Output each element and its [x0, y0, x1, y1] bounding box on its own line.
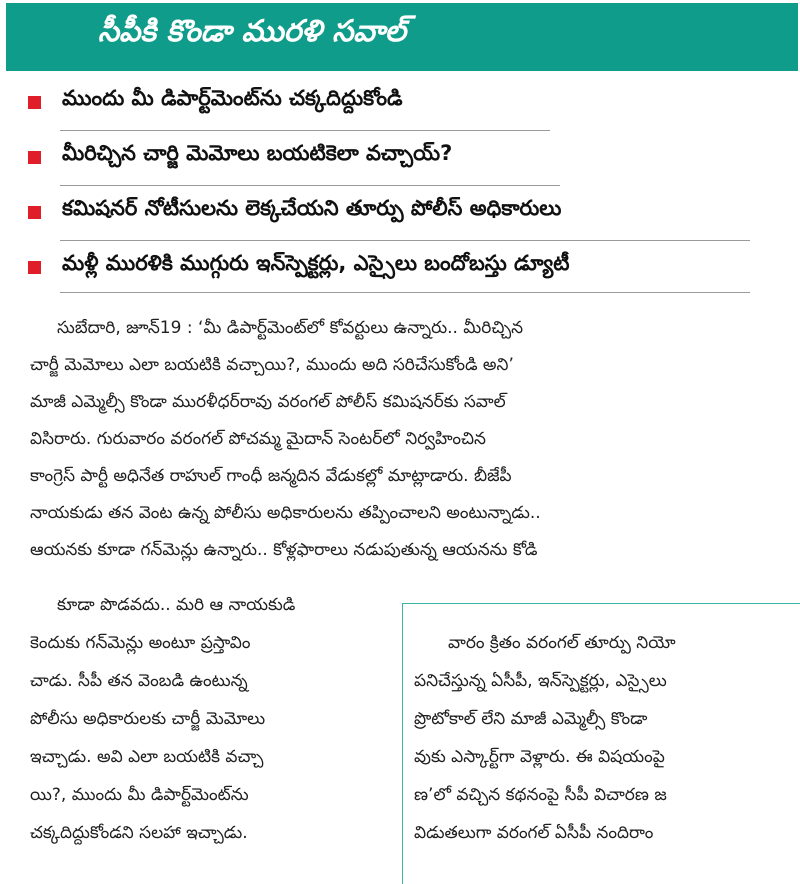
body-line: ఇచ్చాడు. అవి ఎలా బయటికి వచ్చా — [30, 747, 264, 767]
headline-title: సీపీకి కొండా మురళి సవాల్ — [98, 14, 407, 49]
body-line: కెందుకు గన్‌మెన్లు అంటూ ప్రస్తావిం — [30, 633, 251, 653]
sidebar-line: ణ’లో వచ్చిన కథనంపై సీపీ విచారణ జ — [414, 785, 667, 805]
body-line: పోలీసు అధికారులకు చార్జీ మెమోలు — [30, 709, 266, 729]
subheadline-text: మీరిచ్చిన చార్జి మెమోలు బయటికెలా వచ్చాయ్? — [62, 141, 453, 165]
body-line: యి?, ముందు మీ డిపార్ట్‌మెంట్‌ను — [30, 785, 249, 805]
body-line: సుబేదారి, జూన్19 : ‘మీ డిపార్ట్‌మెంట్‌లో కోవర్టులు ఉన్నారు.. మీరిచ్చిన — [57, 318, 524, 338]
bullet-square-icon — [28, 206, 41, 219]
subheadline-text: ముందు మీ డిపార్ట్‌మెంట్‌ను చక్కదిద్దుకోండి — [62, 86, 403, 110]
subheadline-item — [0, 82, 800, 122]
body-line: మాజీ ఎమ్మెల్సీ కొండా మురళీధర్‌రావు వరంగల్ పోలీస్ కమిషనర్‌కు సవాల్ — [30, 392, 506, 412]
body-line: నాయకుడు తన వెంట ఉన్న పోలీసు అధికారులను తప్పించాలని అంటున్నాడు.. — [30, 503, 541, 523]
subheadline-item — [0, 192, 800, 232]
sidebar-line: వారం క్రితం వరంగల్ తూర్పు నియో — [448, 633, 676, 653]
subheadline-text: కమిషనర్ నోటీసులను లెక్కచేయని తూర్పు పోలీస్ అధికారులు — [62, 196, 562, 220]
bullet-square-icon — [28, 151, 41, 164]
body-line: ఆయనకు కూడా గన్‌మెన్లు ఉన్నారు.. కోళ్లఫారాలు నడుపుతున్న ఆయనను కోడి — [30, 540, 538, 560]
body-line: కాంగ్రెస్ పార్టీ అధినేత రాహుల్ గాంధీ జన్మదిన వేడుకల్లో మాట్లాడారు. బీజేపీ — [30, 466, 512, 486]
divider — [60, 185, 560, 186]
sidebar-line: పనిచేస్తున్న ఏసీపీ, ఇన్‌స్పెక్టర్లు, ఎస్సైలు — [414, 671, 667, 691]
divider — [60, 240, 750, 241]
body-line: కూడా పొడవదు.. మరి ఆ నాయకుడి — [57, 595, 296, 615]
body-line: చార్జీ మెమోలు ఎలా బయటికి వచ్చాయి?, ముందు అది సరిచేసుకోండి అని’ — [30, 355, 514, 375]
subheadline-text: మళ్లీ మురళికి ముగ్గురు ఇన్‌స్పెక్టర్లు, ఎస్సైలు బందోబస్తు డ్యూటీ — [62, 251, 570, 275]
divider — [60, 130, 550, 131]
body-line: విసిరారు. గురువారం వరంగల్ పోచమ్మ మైదాన్ సెంటర్‌లో నిర్వహించిన — [30, 429, 486, 449]
bullet-square-icon — [28, 261, 41, 274]
subheadline-item — [0, 137, 800, 177]
subheadline-item — [0, 247, 800, 287]
body-line: చాడు. సీపీ తన వెంబడి ఉంటున్న — [30, 671, 248, 691]
divider — [60, 292, 750, 293]
sidebar-line: ప్రొటోకాల్ లేని మాజీ ఎమ్మెల్సీ కొండా — [414, 709, 648, 729]
body-line: చక్కదిద్దుకోండని సలహా ఇచ్చాడు. — [30, 823, 248, 843]
sidebar-line: విడుతలుగా వరంగల్ ఏసీపీ నందిరాం — [414, 823, 654, 843]
sidebar-line: వుకు ఎస్కార్ట్‌గా వెళ్లారు. ఈ విషయంపై — [414, 747, 665, 767]
bullet-square-icon — [28, 96, 41, 109]
headline-banner — [6, 3, 798, 71]
